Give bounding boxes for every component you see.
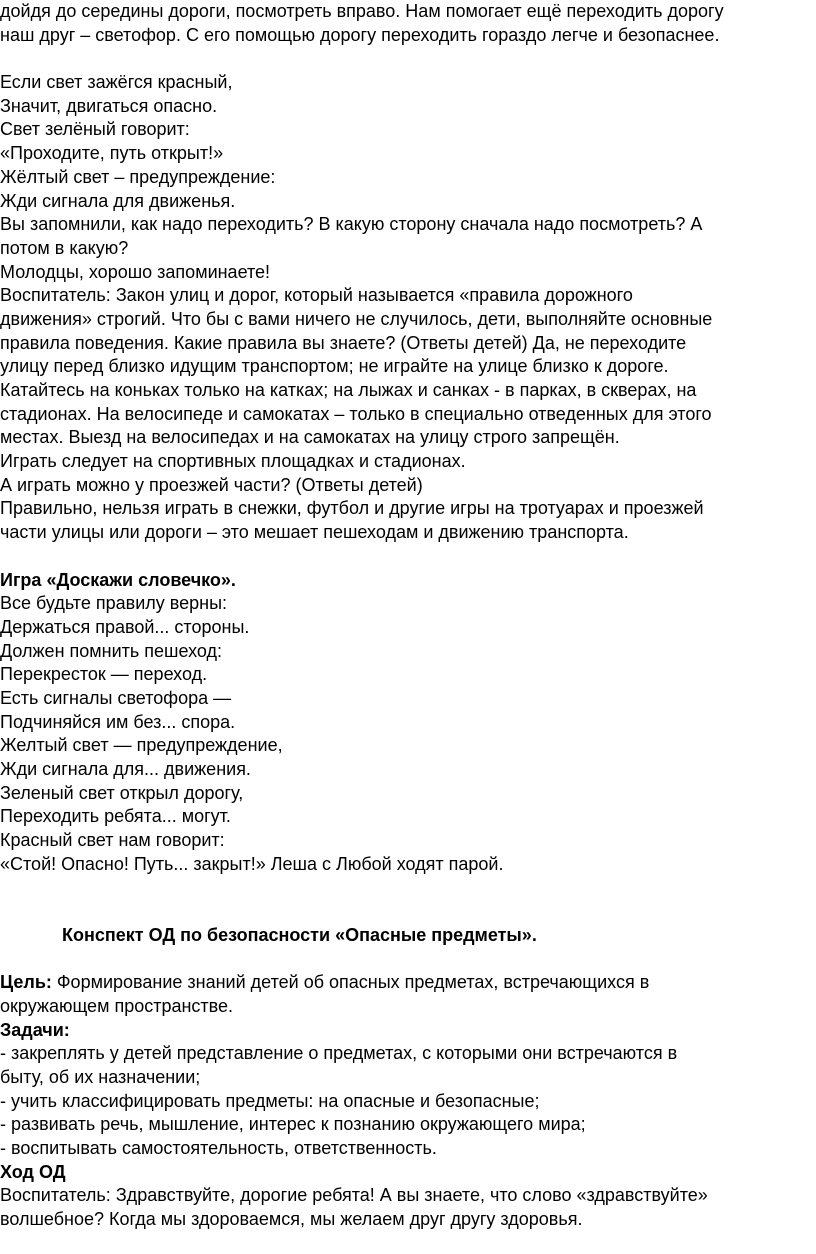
game-line: Красный свет нам говорит: [0,830,225,851]
goal-line: окружающем пространстве. [0,995,234,1016]
paragraph-line: А играть можно у проезжей части? (Ответы детей) [0,474,423,495]
game-line: Жди сигнала для... движения. [0,759,251,779]
game-line: Есть сигналы светофора — [0,687,232,708]
game-line: Желтый свет — предупреждение, [0,735,283,756]
paragraph-line: Играть следует на спортивных площадках и стадионах. [0,451,466,472]
course-label: Ход ОД [0,1161,66,1182]
paragraph-line: наш друг – светофор. С его помощью дорогу переходить гораздо легче и безопаснее. [0,24,720,45]
task-line: быту, об их назначении; [0,1066,201,1087]
blank-line [0,948,816,972]
paragraph-line: движения» строгий. Что бы с вами ничего не случилось, дети, выполняйте основные [0,308,713,329]
game-line: Все будьте правилу верны: [0,593,228,614]
paragraph-line: Катайтесь на коньках только на катках; на лыжах и санках - в парках, в скверах, на [0,380,697,400]
game-line: Перекресток — переход. [0,664,208,685]
task-line: - воспитывать самостоятельность, ответственность. [0,1138,437,1158]
poem-line: Жди сигнала для движенья. [0,190,236,211]
poem-line: Жёлтый свет – предупреждение: [0,166,276,187]
paragraph-line: улицу перед близко идущим транспортом; не играйте на улице близко к дороге. [0,356,669,377]
task-line: - учить классифицировать предметы: на опасные и безопасные; [0,1090,540,1111]
poem-line: «Проходите, путь открыт!» [0,143,224,164]
game-line: Должен помнить пешеход: [0,640,222,661]
game-line: Зеленый свет открыл дорогу, [0,782,244,803]
poem-line: Свет зелёный говорит: [0,119,190,140]
goal-text: Формирование знаний детей об опасных предметах, встречающихся в [51,972,650,993]
goal-line [0,971,816,995]
course-line: волшебное? Когда мы здороваемся, мы желаем друг другу здоровья. [0,1209,583,1230]
paragraph-line: части улицы или дороги – это мешает пешеходам и движению транспорта. [0,522,629,543]
poem-line: Значит, двигаться опасно. [0,95,218,116]
blank-line [0,47,816,71]
game-title: Игра «Доскажи словечко». [0,569,236,590]
game-line: Подчиняйся им без... спора. [0,711,236,732]
game-line: Держаться правой... стороны. [0,616,250,637]
paragraph-line: Правильно, нельзя играть в снежки, футбол и другие игры на тротуарах и проезжей [0,498,704,519]
tasks-label: Задачи: [0,1019,70,1040]
paragraph-line: местах. Выезд на велосипедах и на самокатах на улицу строго запрещён. [0,427,620,448]
poem-line: Если свет зажёгся красный, [0,72,233,93]
paragraph-line: Вы запомнили, как надо переходить? В какую сторону сначала надо посмотреть? А [0,214,703,235]
goal-label: Цель: [0,972,52,993]
blank-line [0,545,816,569]
blank-line [0,900,816,924]
paragraph-line: Молодцы, хорошо запоминаете! [0,261,271,282]
paragraph-line: потом в какую? [0,237,129,258]
paragraph-line: стадионах. На велосипеде и самокатах – только в специально отведенных для этого [0,403,712,424]
paragraph-line: правила поведения. Какие правила вы знаете? (Ответы детей) Да, не переходите [0,332,687,353]
paragraph-line: дойдя до середины дороги, посмотреть вправо. Нам помогает ещё переходить дорогу [0,1,724,21]
lesson-title: Конспект ОД по безопасности «Опасные предметы». [62,924,537,945]
game-line: Переходить ребята... могут. [0,806,231,827]
game-line: «Стой! Опасно! Путь... закрыт!» Леша с Любой ходят парой. [0,853,504,874]
course-line: Воспитатель: Здравствуйте, дорогие ребята! А вы знаете, что слово «здравствуйте» [0,1185,708,1206]
task-line: - закреплять у детей представление о предметах, с которыми они встречаются в [0,1043,678,1064]
paragraph-line: Воспитатель: Закон улиц и дорог, который называется «правила дорожного [0,285,633,306]
blank-line [0,876,816,900]
task-line: - развивать речь, мышление, интерес к познанию окружающего мира; [0,1114,586,1135]
